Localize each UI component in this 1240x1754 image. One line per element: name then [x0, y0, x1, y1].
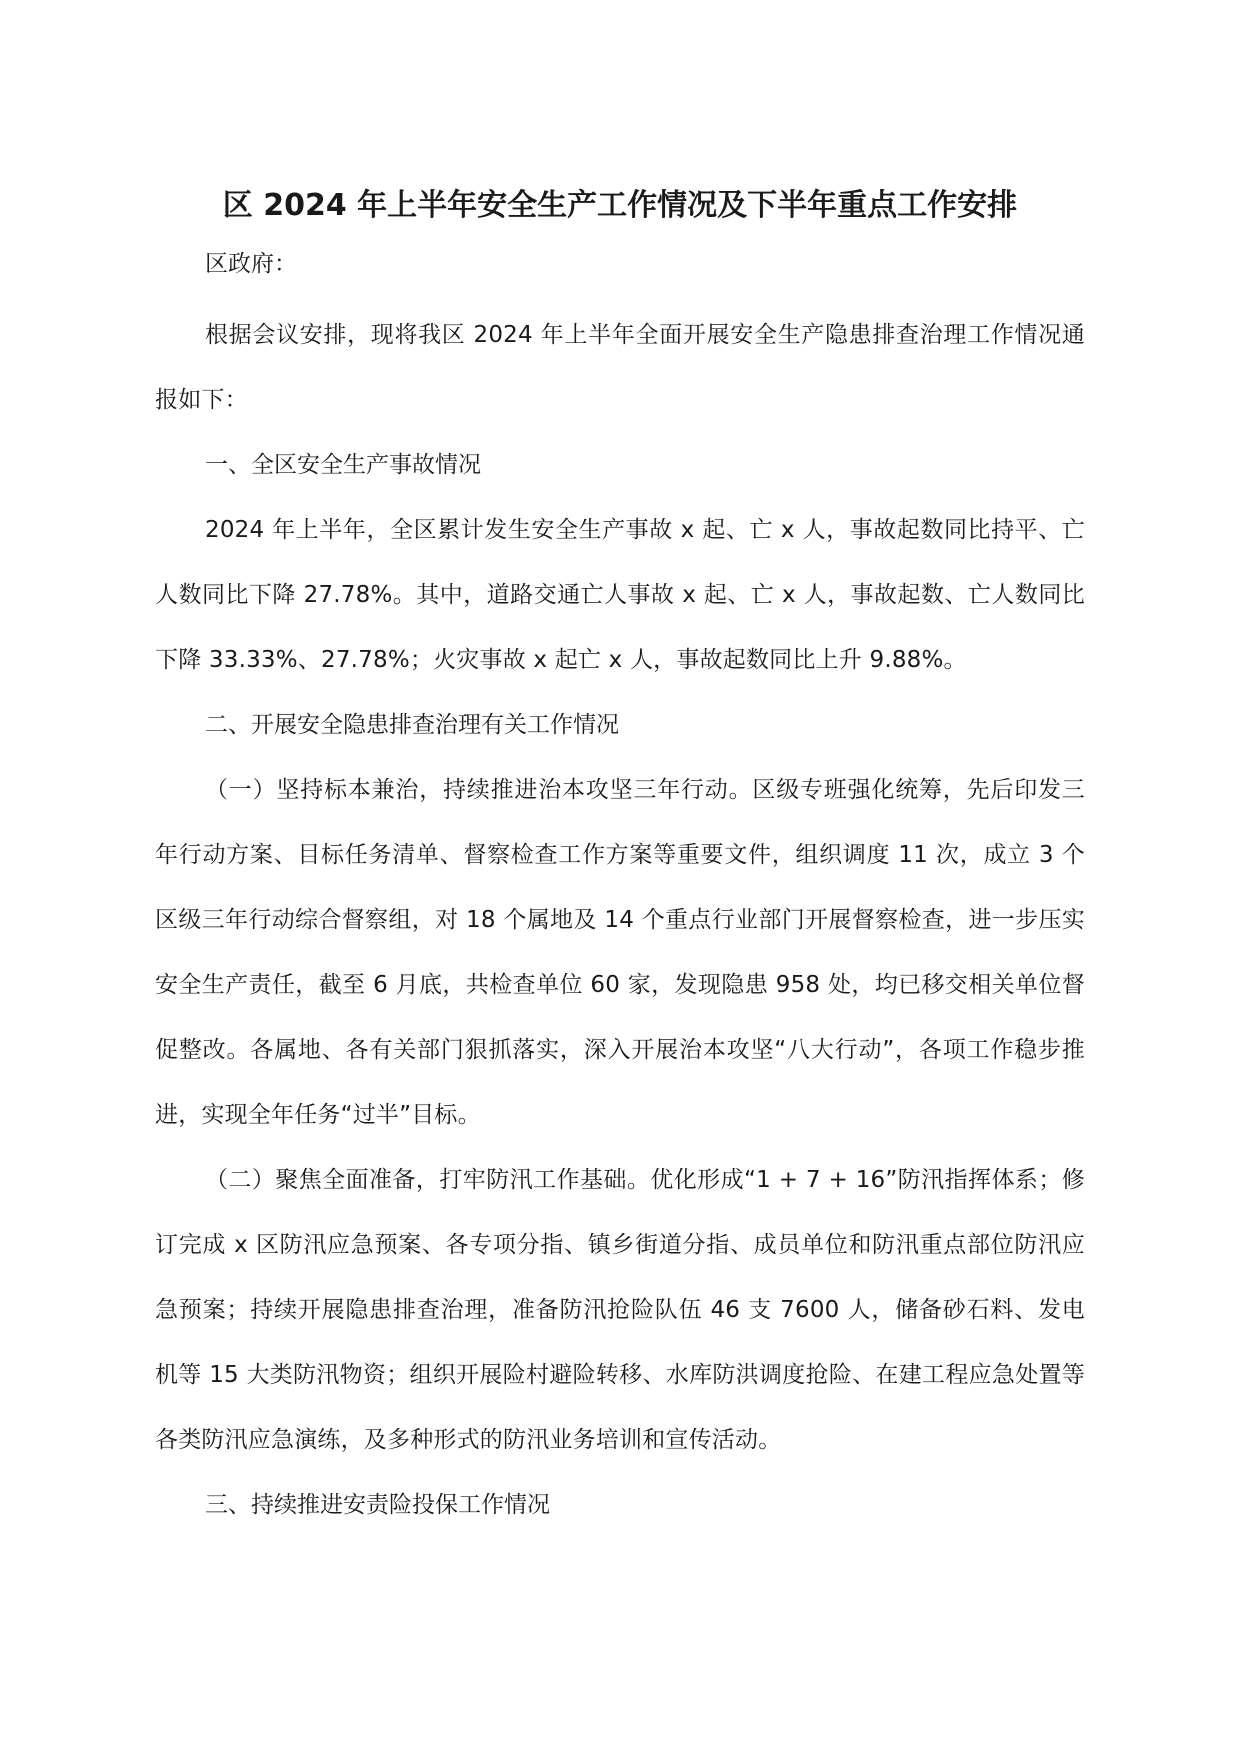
section-heading-2: 二、开展安全隐患排查治理有关工作情况 — [205, 712, 619, 738]
document-title: 区 2024 年上半年安全生产工作情况及下半年重点工作安排 — [222, 188, 1018, 223]
section-2-paragraph-1: （一）坚持标本兼治，持续推进治本攻坚三年行动。区级专班强化统筹，先后印发三年行动方案、目标任务清单、督察检查工作方案等重要文件，组织调度 11 次，成立 3 个区级三年行动综合督察组，对 18 个属地及 14 个重点行业部门开展督察检查，进一步压实安全生产责任，截至 6 月底，共检查单位 60 家，发现隐患 958 处，均已移交相关单位督促整改。各属地、各有关部门狠抓落实，深入开展治本攻坚“八大行动”，各项工作稳步推进，实现全年任务“过半”目标。 — [155, 777, 1085, 1128]
section-heading-1: 一、全区安全生产事故情况 — [205, 452, 481, 478]
intro-paragraph: 根据会议安排，现将我区 2024 年上半年全面开展安全生产隐患排查治理工作情况通报如下： — [155, 322, 1085, 413]
section-1-paragraph-1: 2024 年上半年，全区累计发生安全生产事故 x 起、亡 x 人，事故起数同比持平、亡人数同比下降 27.78%。其中，道路交通亡人事故 x 起、亡 x 人，事故起数、亡人数同比下降 33.33%、27.78%；火灾事故 x 起亡 x 人，事故起数同比上升 9.88%。 — [155, 517, 1085, 673]
section-heading-3: 三、持续推进安责险投保工作情况 — [205, 1492, 550, 1518]
section-2-paragraph-2: （二）聚焦全面准备，打牢防汛工作基础。优化形成“1 + 7 + 16”防汛指挥体系；修订完成 x 区防汛应急预案、各专项分指、镇乡街道分指、成员单位和防汛重点部位防汛应急预案；持续开展隐患排查治理，准备防汛抢险队伍 46 支 7600 人，储备砂石料、发电机等 15 大类防汛物资；组织开展险村避险转移、水库防洪调度抢险、在建工程应急处置等各类防汛应急演练，及多种形式的防汛业务培训和宣传活动。 — [155, 1167, 1085, 1453]
addressee: 区政府： — [205, 251, 297, 277]
document-body — [155, 186, 1085, 1538]
